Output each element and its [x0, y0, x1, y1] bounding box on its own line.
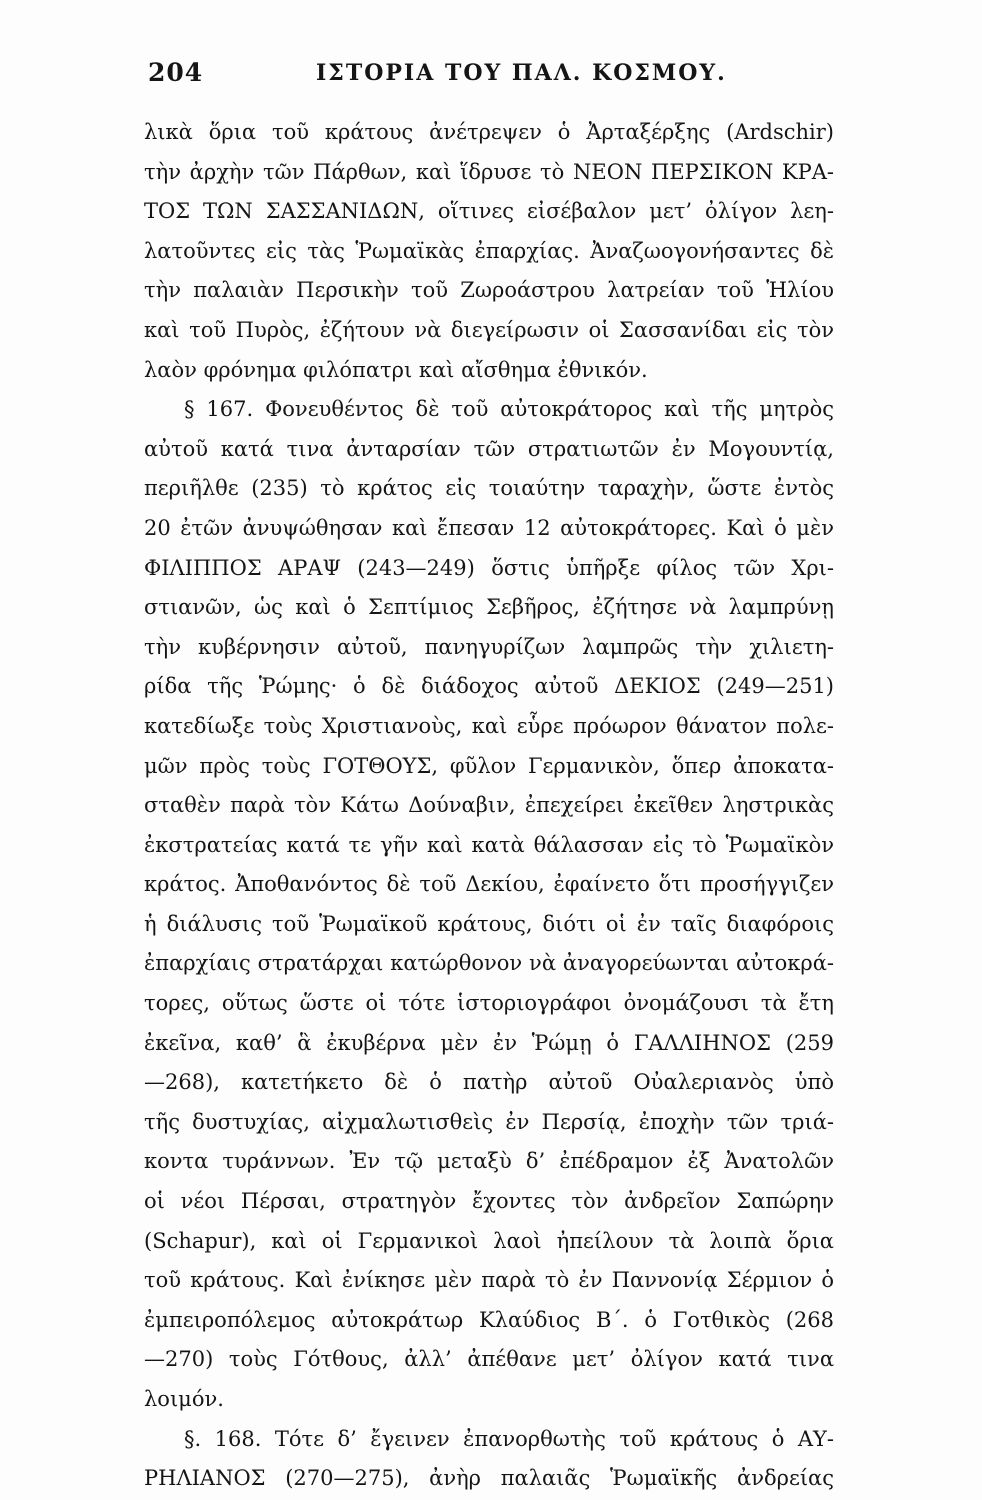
text-line: μῶν πρὸς τοὺς ΓΟΤΘΟΥΣ, φῦλον Γερμανικὸν, ὅπερ ἀποκατα- — [144, 753, 834, 778]
text-line: κοντα τυράννων. Ἐν τῷ μεταξὺ δ’ ἐπέδραμον ἐξ Ἀνατολῶν — [144, 1149, 834, 1174]
text-line: καὶ τοῦ Πυρὸς, ἐζήτουν νὰ διεγείρωσιν οἱ Σασσανίδαι εἰς τὸν — [144, 317, 834, 342]
text-line: ἐπαρχίαις στρατάρχαι κατώρθονον νὰ ἀναγορεύωνται αὐτοκρά- — [144, 951, 834, 976]
text-line: κατεδίωξε τοὺς Χριστιανοὺς, καὶ εὗρε πρόωρον θάνατον πολε- — [144, 713, 834, 738]
text-line: περιῆλθε (235) τὸ κράτος εἰς τοιαύτην ταραχὴν, ὥστε ἐντὸς — [144, 476, 834, 501]
text-line: (Schapur), καὶ οἱ Γερμανικοὶ λαοὶ ἠπείλουν τὰ λοιπὰ ὅρια — [144, 1228, 834, 1253]
text-line: λαὸν φρόνημα φιλόπατρι καὶ αἴσθημα ἐθνικόν. — [144, 357, 648, 382]
text-line: λατοῦντες εἰς τὰς Ῥωμαϊκὰς ἐπαρχίας. Ἀναζωογονήσαντες δὲ — [144, 238, 834, 263]
text-line: στιανῶν, ὡς καὶ ὁ Σεπτίμιος Σεβῆρος, ἐζήτησε νὰ λαμπρύνῃ — [144, 595, 834, 620]
text-line: τὴν παλαιὰν Περσικὴν τοῦ Ζωροάστρου λατρείαν τοῦ Ἡλίου — [144, 278, 834, 303]
section-heading-line: §. 168. Τότε δ’ ἔγεινεν ἐπανορθωτὴς τοῦ κράτους ὁ ΑΥ- — [184, 1426, 834, 1451]
text-line: τορες, οὕτως ὥστε οἱ τότε ἱστοριογράφοι ὀνομάζουσι τὰ ἔτη — [144, 991, 834, 1016]
text-line: ἐκστρατείας κατά τε γῆν καὶ κατὰ θάλασσαν εἰς τὸ Ῥωμαϊκὸν — [144, 832, 834, 857]
text-line: τῆς δυστυχίας, αἰχμαλωτισθεὶς ἐν Περσίᾳ, ἐποχὴν τῶν τριά- — [144, 1109, 834, 1134]
text-line: ΡΗΛΙΑΝΟΣ (270—275), ἀνὴρ παλαιᾶς Ῥωμαϊκῆς ἀνδρείας — [144, 1466, 834, 1491]
text-line: λικὰ ὅρια τοῦ κράτους ἀνέτρεψεν ὁ Ἀρταξέρξης (Ardschir) — [144, 120, 834, 144]
text-line: σταθὲν παρὰ τὸν Κάτω Δούναβιν, ἐπεχείρει ἐκεῖθεν ληστρικὰς — [144, 793, 834, 818]
text-line: —270) τοὺς Γότθους, ἀλλ’ ἀπέθανε μετ’ ὀλίγον κατά τινα — [144, 1347, 834, 1372]
text-line: λοιμόν. — [144, 1387, 224, 1411]
text-line: οἱ νέοι Πέρσαι, στρατηγὸν ἔχοντες τὸν ἀνδρεῖον Σαπώρην — [144, 1189, 834, 1214]
text-line: ΦΙΛΙΠΠΟΣ ΑΡΑΨ (243—249) ὅστις ὑπῆρξε φίλος τῶν Χρι- — [144, 555, 834, 580]
text-line: ρίδα τῆς Ῥώμης· ὁ δὲ διάδοχος αὐτοῦ ΔΕΚΙΟΣ (249—251) — [144, 674, 834, 699]
page-header — [148, 58, 848, 98]
text-line: αὐτοῦ κατά τινα ἀνταρσίαν τῶν στρατιωτῶν ἐν Μογουντίᾳ, — [144, 436, 834, 461]
running-head: ΙΣΤΟΡΙΑ ΤΟΥ ΠΑΛ. ΚΟΣΜΟΥ. — [316, 60, 727, 86]
text-line: τὴν ἀρχὴν τῶν Πάρθων, καὶ ἵδρυσε τὸ ΝΕΟΝ ΠΕΡΣΙΚΟΝ ΚΡΑ- — [144, 159, 834, 184]
text-line: κράτος. Ἀποθανόντος δὲ τοῦ Δεκίου, ἐφαίνετο ὅτι προσήγγιζεν — [144, 872, 834, 897]
text-line: ἡ διάλυσις τοῦ Ῥωμαϊκοῦ κράτους, διότι οἱ ἐν ταῖς διαφόροις — [144, 911, 834, 936]
text-line: 20 ἐτῶν ἀνυψώθησαν καὶ ἔπεσαν 12 αὐτοκράτορες. Καὶ ὁ μὲν — [144, 515, 834, 540]
text-line: —268), κατετήκετο δὲ ὁ πατὴρ αὐτοῦ Οὐαλεριανὸς ὑπὸ — [144, 1070, 834, 1095]
text-line: τὴν κυβέρνησιν αὐτοῦ, πανηγυρίζων λαμπρῶς τὴν χιλιετη- — [144, 634, 834, 659]
text-line: ἐκεῖνα, καθ’ ἃ ἐκυβέρνα μὲν ἐν Ῥώμῃ ὁ ΓΑΛΛΙΗΝΟΣ (259 — [144, 1030, 834, 1055]
text-line: τοῦ κράτους. Καὶ ἐνίκησε μὲν παρὰ τὸ ἐν Παννονίᾳ Σέρμιον ὁ — [144, 1268, 834, 1293]
text-line: ΤΟΣ ΤΩΝ ΣΑΣΣΑΝΙΔΩΝ, οἵτινες εἰσέβαλον μετ’ ὀλίγον λεη- — [144, 199, 834, 224]
body-text — [144, 113, 834, 1499]
text-line: ἐμπειροπόλεμος αὐτοκράτωρ Κλαύδιος Β΄. ὁ Γοτθικὸς (268 — [144, 1307, 834, 1332]
section-heading-line: § 167. Φονευθέντος δὲ τοῦ αὐτοκράτορος καὶ τῆς μητρὸς — [184, 397, 834, 422]
page-number: 204 — [148, 58, 204, 87]
